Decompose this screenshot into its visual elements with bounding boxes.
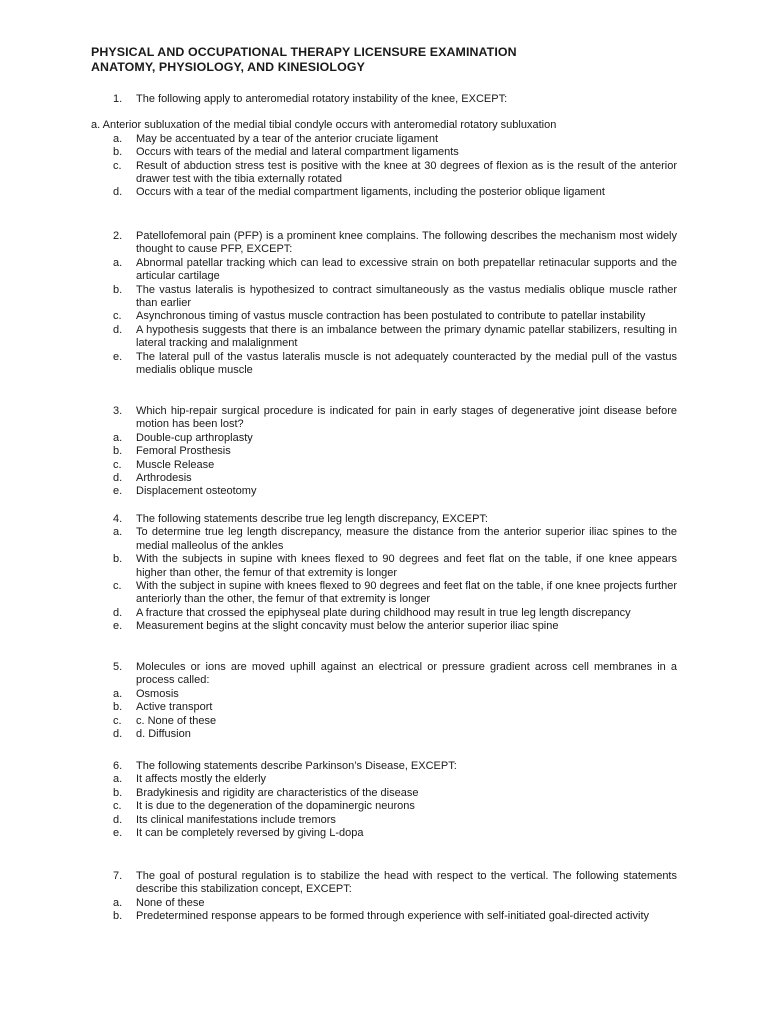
option-label: b. bbox=[113, 283, 123, 296]
option-text: Bradykinesis and rigidity are characteristics of the disease bbox=[136, 786, 419, 799]
option-b bbox=[0, 701, 768, 714]
option-label: a. bbox=[113, 526, 123, 539]
option-label: a. bbox=[113, 431, 123, 444]
question-number: 2. bbox=[113, 230, 123, 242]
option-c bbox=[0, 459, 768, 472]
question-stem bbox=[0, 93, 768, 106]
option-c bbox=[0, 800, 768, 813]
option-label: c. bbox=[113, 800, 122, 813]
question-6 bbox=[0, 760, 768, 840]
title-line-2: ANATOMY, PHYSIOLOGY, AND KINESIOLOGY bbox=[91, 60, 365, 74]
option-label: a. bbox=[113, 132, 123, 145]
option-label: a. bbox=[113, 256, 123, 269]
option-label: d. bbox=[113, 186, 123, 199]
option-d bbox=[0, 607, 768, 620]
option-label: d. bbox=[113, 472, 123, 485]
question-text: The following statements describe true leg length discrepancy, EXCEPT: bbox=[136, 513, 488, 525]
option-text: Its clinical manifestations include tremors bbox=[136, 813, 336, 826]
option-b bbox=[0, 910, 768, 923]
option-label: b. bbox=[113, 445, 123, 458]
option-a bbox=[0, 526, 768, 553]
question-4 bbox=[0, 513, 768, 634]
document-title bbox=[91, 45, 691, 75]
option-d bbox=[0, 814, 768, 827]
question-1 bbox=[0, 93, 768, 200]
question-text: The following apply to anteromedial rotatory instability of the knee, EXCEPT: bbox=[136, 93, 508, 105]
option-a bbox=[0, 897, 768, 910]
option-text: Osmosis bbox=[136, 687, 179, 700]
option-text: Measurement begins at the slight concavity must below the anterior superior iliac spine bbox=[136, 620, 559, 633]
option-label: a. bbox=[113, 896, 123, 909]
option-label: e. bbox=[113, 485, 123, 498]
option-text: Muscle Release bbox=[136, 458, 215, 471]
option-text: Abnormal patellar tracking which can lead to excessive strain on both prepatellar retinacular supports and the articular cartilage bbox=[136, 256, 677, 283]
option-e bbox=[0, 351, 768, 378]
option-d bbox=[0, 324, 768, 351]
option-d bbox=[0, 728, 768, 741]
question-stem bbox=[0, 870, 768, 897]
option-d bbox=[0, 472, 768, 485]
option-c bbox=[0, 580, 768, 607]
question-text: Patellofemoral pain (PFP) is a prominent knee complains. The following describes the mechanism most widely thought to cause PFP, EXCEPT: bbox=[136, 230, 677, 256]
option-label: c. bbox=[113, 580, 122, 593]
option-text: d. Diffusion bbox=[136, 728, 191, 741]
question-number: 1. bbox=[113, 93, 123, 105]
option-text: May be accentuated by a tear of the anterior cruciate ligament bbox=[136, 132, 439, 145]
option-a bbox=[0, 257, 768, 284]
option-text: Arthrodesis bbox=[136, 472, 192, 485]
option-text: Occurs with tears of the medial and lateral compartment ligaments bbox=[136, 146, 459, 159]
option-d bbox=[0, 186, 768, 199]
question-stem bbox=[0, 230, 768, 257]
option-a bbox=[0, 773, 768, 786]
option-a bbox=[0, 432, 768, 445]
option-label: b. bbox=[113, 786, 123, 799]
option-label: c. bbox=[113, 310, 122, 323]
question-text: Which hip-repair surgical procedure is indicated for pain in early stages of degenerative joint disease before motion has been lost? bbox=[136, 405, 677, 431]
option-text: It is due to the degeneration of the dopaminergic neurons bbox=[136, 800, 415, 813]
option-text: A hypothesis suggests that there is an imbalance between the primary dynamic patellar stabilizers, resulting in lateral tracking and malalignment bbox=[136, 323, 677, 350]
option-text: It affects mostly the elderly bbox=[136, 773, 267, 786]
option-label: c. bbox=[113, 458, 122, 471]
question-number: 3. bbox=[113, 405, 123, 417]
option-text: With the subject in supine with knees flexed to 90 degrees and feet flat on the table, if one knee projects further anteriorly than the other, the femur of that extremity is longer bbox=[136, 580, 677, 606]
question-text: Molecules or ions are moved uphill against an electrical or pressure gradient across cell membranes in a process called: bbox=[136, 661, 677, 687]
option-a bbox=[0, 688, 768, 701]
option-label: d. bbox=[113, 813, 123, 826]
option-label: c. bbox=[113, 159, 122, 172]
option-label: d. bbox=[113, 606, 123, 619]
option-text: It can be completely reversed by giving L-dopa bbox=[136, 827, 364, 840]
option-b bbox=[0, 146, 768, 159]
question-stem bbox=[0, 513, 768, 526]
option-label: d. bbox=[113, 728, 123, 741]
option-text: None of these bbox=[136, 896, 205, 909]
option-label: e. bbox=[113, 620, 123, 633]
option-label: b. bbox=[113, 701, 123, 714]
option-label: b. bbox=[113, 910, 123, 923]
question-stem bbox=[0, 760, 768, 773]
option-text: Femoral Prosthesis bbox=[136, 445, 231, 458]
option-text: Active transport bbox=[136, 701, 213, 714]
question-stem bbox=[0, 661, 768, 688]
question-7 bbox=[0, 870, 768, 924]
question-5 bbox=[0, 661, 768, 741]
question-2 bbox=[0, 230, 768, 377]
option-text: Occurs with a tear of the medial compartment ligaments, including the posterior oblique ligament bbox=[136, 186, 605, 199]
question-number: 4. bbox=[113, 513, 123, 525]
option-a bbox=[0, 133, 768, 146]
option-text: The vastus lateralis is hypothesized to contract simultaneously as the vastus medialis oblique muscle rather than earlier bbox=[136, 283, 677, 310]
question-3 bbox=[0, 405, 768, 499]
title-line-1: PHYSICAL AND OCCUPATIONAL THERAPY LICENSURE EXAMINATION bbox=[91, 45, 517, 59]
option-label: a. bbox=[113, 773, 123, 786]
question-number: 7. bbox=[113, 870, 123, 882]
question-number: 5. bbox=[113, 661, 123, 673]
lead-text: a. Anterior subluxation of the medial tibial condyle occurs with anteromedial rotatory subluxation bbox=[91, 119, 557, 132]
option-text: Predetermined response appears to be formed through experience with self-initiated goal-directed activity bbox=[136, 910, 650, 923]
option-e bbox=[0, 485, 768, 498]
option-b bbox=[0, 445, 768, 458]
question-number: 6. bbox=[113, 760, 123, 772]
option-b bbox=[0, 787, 768, 800]
question-lead bbox=[0, 119, 768, 132]
option-text: The lateral pull of the vastus lateralis muscle is not adequately counteracted by the medial pull of the vastus medialis oblique muscle bbox=[136, 350, 677, 377]
option-label: e. bbox=[113, 350, 123, 363]
option-text: To determine true leg length discrepancy, measure the distance from the anterior superior iliac spines to the medial malleolus of the ankles bbox=[136, 526, 677, 552]
option-text: Double-cup arthroplasty bbox=[136, 431, 253, 444]
option-text: Result of abduction stress test is positive with the knee at 30 degrees of flexion as is the result of the anterior drawer test with the tibia externally rotated bbox=[136, 159, 677, 186]
option-text: A fracture that crossed the epiphyseal plate during childhood may result in true leg length discrepancy bbox=[136, 606, 631, 619]
option-text: c. None of these bbox=[136, 714, 217, 727]
option-b bbox=[0, 284, 768, 311]
question-text: The goal of postural regulation is to stabilize the head with respect to the vertical. The following statements describe this stabilization concept, EXCEPT: bbox=[136, 870, 677, 896]
option-label: d. bbox=[113, 323, 123, 336]
option-text: With the subjects in supine with knees flexed to 90 degrees and feet flat on the table, if one knee appears higher than other, the femur of that extremity is longer bbox=[136, 553, 677, 579]
option-text: Asynchronous timing of vastus muscle contraction has been postulated to contribute to patellar instability bbox=[136, 310, 646, 323]
option-b bbox=[0, 553, 768, 580]
question-stem bbox=[0, 405, 768, 432]
question-text: The following statements describe Parkinson’s Disease, EXCEPT: bbox=[136, 760, 457, 772]
option-c bbox=[0, 310, 768, 323]
option-e bbox=[0, 827, 768, 840]
option-label: e. bbox=[113, 827, 123, 840]
option-label: a. bbox=[113, 687, 123, 700]
option-text: Displacement osteotomy bbox=[136, 485, 257, 498]
option-c bbox=[0, 715, 768, 728]
option-label: b. bbox=[113, 146, 123, 159]
option-c bbox=[0, 160, 768, 187]
option-label: b. bbox=[113, 553, 123, 566]
option-e bbox=[0, 620, 768, 633]
option-label: c. bbox=[113, 714, 122, 727]
